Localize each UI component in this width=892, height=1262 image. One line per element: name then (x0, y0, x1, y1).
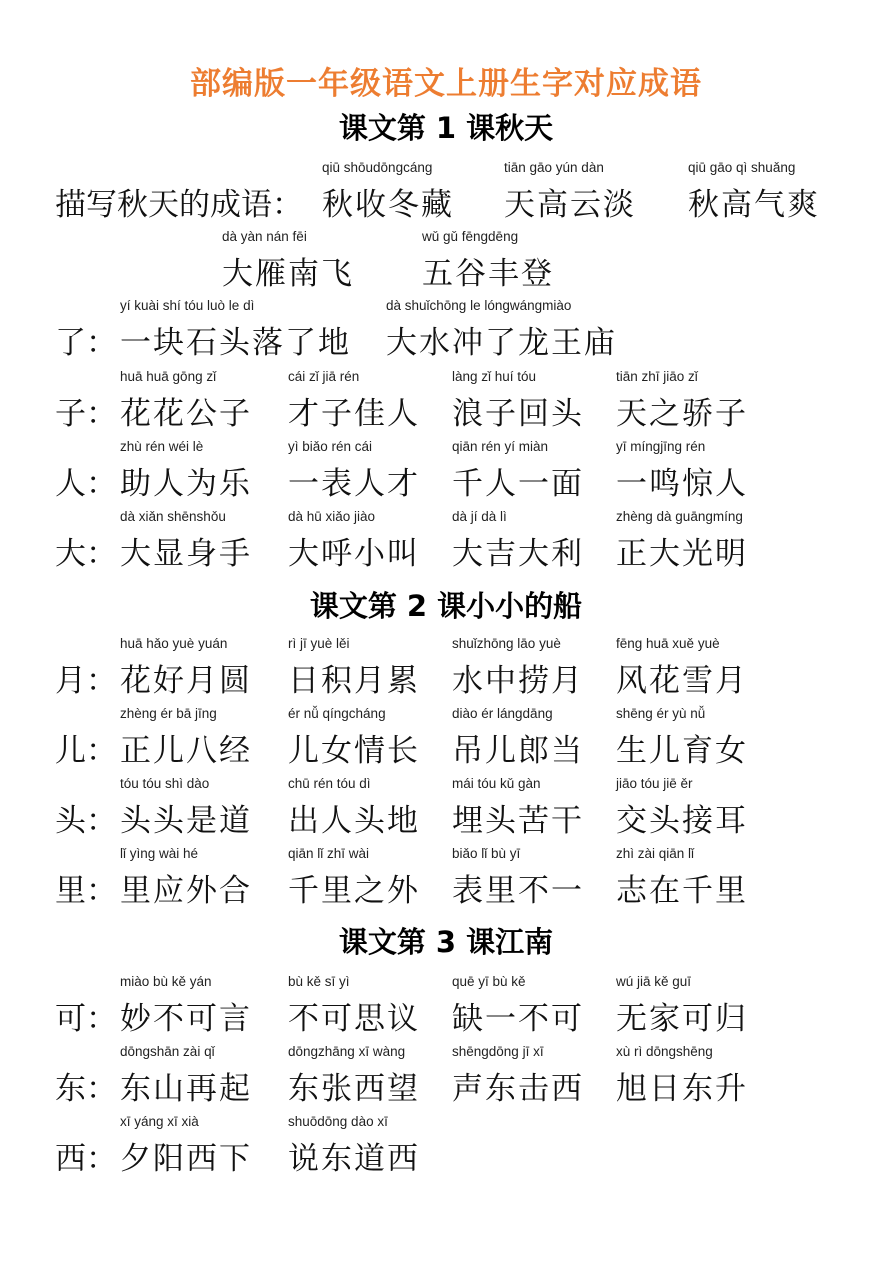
idiom-pinyin: biǎo lǐ bù yī (452, 846, 521, 861)
idiom-pinyin: chū rén tóu dì (288, 776, 371, 791)
idiom-characters: 天高云淡 (504, 187, 636, 223)
idiom-characters: 千里之外 (288, 873, 420, 909)
idiom-characters: 花花公子 (120, 396, 252, 432)
idiom-pinyin: lǐ yìng wài hé (120, 846, 199, 861)
idiom-row (0, 636, 892, 700)
idiom-characters: 花好月圆 (120, 663, 252, 699)
idiom-pinyin: fēng huā xuě yuè (616, 636, 720, 651)
idiom-pinyin: dà shuǐchōng le lóngwángmiào (386, 298, 572, 313)
idiom-characters: 风花雪月 (616, 663, 748, 699)
idiom (616, 1044, 748, 1108)
idiom-row (0, 706, 892, 770)
idiom-characters: 生儿育女 (616, 733, 748, 769)
idiom-characters: 秋高气爽 (688, 187, 820, 223)
idiom (616, 369, 748, 433)
idiom-pinyin: dōngzhāng xī wàng (288, 1044, 406, 1059)
idiom-characters: 表里不一 (452, 873, 584, 909)
row-character-label: 里： (55, 873, 117, 909)
idiom (288, 439, 420, 503)
idiom-pinyin: shuǐzhōng lāo yuè (452, 636, 561, 651)
row-character-label: 西： (55, 1141, 117, 1177)
idiom-characters: 秋收冬藏 (322, 187, 454, 223)
idiom-characters: 缺一不可 (452, 1001, 584, 1037)
idiom-pinyin: tiān zhī jiāo zǐ (616, 369, 698, 384)
idiom-pinyin: yí kuài shí tóu luò le dì (120, 298, 255, 313)
idiom (422, 229, 554, 293)
idiom (452, 776, 584, 840)
idiom-characters: 正儿八经 (120, 733, 252, 769)
row-character-label: 可： (55, 1001, 117, 1037)
idiom-row (0, 974, 892, 1038)
idiom-characters: 志在千里 (616, 873, 748, 909)
row-character-label: 人： (55, 466, 117, 502)
idiom-characters: 一块石头落了地 (120, 325, 351, 361)
row-character-label: 东： (55, 1071, 117, 1107)
idiom (616, 439, 748, 503)
idiom-characters: 一鸣惊人 (616, 466, 748, 502)
idiom-pinyin: xī yáng xī xià (120, 1114, 199, 1129)
idiom-pinyin: qiān lǐ zhī wài (288, 846, 370, 861)
idiom (120, 509, 252, 573)
idiom-pinyin: diào ér lángdāng (452, 706, 553, 721)
idiom-pinyin: yī míngjīng rén (616, 439, 706, 454)
idiom (120, 1044, 252, 1108)
idiom-pinyin: zhèng dà guāngmíng (616, 509, 743, 524)
idiom-pinyin: huā huā gōng zǐ (120, 369, 217, 384)
idiom-pinyin: qiū gāo qì shuǎng (688, 160, 796, 175)
idiom (688, 160, 820, 224)
idiom (452, 1044, 584, 1108)
idiom-pinyin: dà jí dà lì (452, 509, 507, 524)
idiom-characters: 吊儿郎当 (452, 733, 584, 769)
idiom (222, 229, 354, 293)
document-title: 部编版一年级语文上册生字对应成语 (190, 66, 702, 102)
idiom-pinyin: shuōdōng dào xī (288, 1114, 388, 1129)
idiom-pinyin: xù rì dōngshēng (616, 1044, 713, 1059)
idiom-characters: 助人为乐 (120, 466, 252, 502)
idiom-row (0, 776, 892, 840)
idiom-pinyin: yì biǎo rén cái (288, 439, 373, 454)
idiom-characters: 水中捞月 (452, 663, 584, 699)
idiom (452, 636, 584, 700)
idiom (120, 369, 252, 433)
idiom (504, 160, 636, 224)
idiom-characters: 不可思议 (288, 1001, 420, 1037)
idiom (452, 509, 584, 573)
idiom-pinyin: mái tóu kǔ gàn (452, 776, 541, 791)
idiom-pinyin: qiān rén yí miàn (452, 439, 549, 454)
idiom (616, 846, 748, 910)
idiom-pinyin: wǔ gǔ fēngdēng (422, 229, 519, 244)
idiom (120, 706, 252, 770)
idiom-characters: 头头是道 (120, 803, 252, 839)
idiom (452, 974, 584, 1038)
idiom (120, 298, 351, 362)
idiom-row (0, 1044, 892, 1108)
idiom-pinyin: tiān gāo yún dàn (504, 160, 604, 175)
idiom (288, 776, 420, 840)
idiom-characters: 夕阳西下 (120, 1141, 252, 1177)
idiom (288, 1114, 420, 1178)
idiom-pinyin: quē yī bù kě (452, 974, 526, 989)
idiom (288, 974, 420, 1038)
idiom-characters: 里应外合 (120, 873, 252, 909)
idiom (616, 509, 748, 573)
idiom-row (0, 1114, 892, 1178)
idiom-characters: 千人一面 (452, 466, 584, 502)
idiom (322, 160, 454, 224)
idiom-characters: 正大光明 (616, 536, 748, 572)
idiom (288, 846, 420, 910)
idiom-row (0, 298, 892, 362)
idiom-row (0, 439, 892, 503)
idiom-pinyin: dōngshān zài qǐ (120, 1044, 215, 1059)
idiom-pinyin: dà xiǎn shēnshǒu (120, 509, 226, 524)
idiom-characters: 一表人才 (288, 466, 420, 502)
idiom-pinyin: dà yàn nán fēi (222, 229, 307, 244)
idiom (452, 439, 584, 503)
idiom (120, 636, 252, 700)
idiom-pinyin: jiāo tóu jiē ěr (616, 776, 693, 791)
lesson-heading: 课文第 1 课秋天 (338, 111, 554, 145)
idiom (452, 846, 584, 910)
idiom-characters: 儿女情长 (288, 733, 420, 769)
idiom-characters: 东张西望 (288, 1071, 420, 1107)
idiom (120, 846, 252, 910)
idiom (386, 298, 617, 362)
idiom-pinyin: làng zǐ huí tóu (452, 369, 537, 384)
idiom-characters: 说东道西 (288, 1141, 420, 1177)
idiom (452, 369, 584, 433)
idiom (288, 1044, 420, 1108)
idiom-characters: 旭日东升 (616, 1071, 748, 1107)
idiom-pinyin: bù kě sī yì (288, 974, 350, 989)
lesson-heading: 课文第 2 课小小的船 (309, 589, 583, 623)
idiom-characters: 大雁南飞 (222, 256, 354, 292)
idiom-pinyin: huā hǎo yuè yuán (120, 636, 228, 651)
idiom-characters: 才子佳人 (288, 396, 420, 432)
idiom (452, 706, 584, 770)
idiom-characters: 五谷丰登 (422, 256, 554, 292)
idiom-pinyin: qiū shōudōngcáng (322, 160, 433, 175)
idiom (120, 974, 252, 1038)
idiom-row (0, 509, 892, 573)
idiom-row (0, 229, 892, 293)
idiom (120, 1114, 252, 1178)
idiom-pinyin: miào bù kě yán (120, 974, 212, 989)
idiom-characters: 东山再起 (120, 1071, 252, 1107)
idiom-characters: 交头接耳 (616, 803, 748, 839)
row-character-label: 了： (55, 325, 117, 361)
row-character-label: 头： (55, 803, 117, 839)
idiom (616, 974, 748, 1038)
idiom-pinyin: tóu tóu shì dào (120, 776, 210, 791)
idiom-pinyin: cái zǐ jiā rén (288, 369, 360, 384)
idiom-row (0, 846, 892, 910)
idiom (288, 636, 420, 700)
row-character-label: 月： (55, 663, 117, 699)
idiom-pinyin: zhèng ér bā jīng (120, 706, 217, 721)
idiom (616, 636, 748, 700)
idiom-pinyin: zhì zài qiān lǐ (616, 846, 695, 861)
idiom (616, 706, 748, 770)
idiom-characters: 大吉大利 (452, 536, 584, 572)
idiom-pinyin: rì jī yuè lěi (288, 636, 350, 651)
idiom-characters: 埋头苦干 (452, 803, 584, 839)
idiom (288, 509, 420, 573)
idiom-row (0, 160, 892, 224)
idiom (120, 776, 252, 840)
idiom-pinyin: shēng ér yù nǚ (616, 706, 706, 721)
idiom (120, 439, 252, 503)
idiom-characters: 声东击西 (452, 1071, 584, 1107)
idiom-pinyin: shēngdōng jī xī (452, 1044, 544, 1059)
idiom-characters: 无家可归 (616, 1001, 748, 1037)
idiom-pinyin: wú jiā kě guī (616, 974, 692, 989)
idiom-characters: 浪子回头 (452, 396, 584, 432)
idiom-characters: 大呼小叫 (288, 536, 420, 572)
idiom (288, 706, 420, 770)
idiom-characters: 妙不可言 (120, 1001, 252, 1037)
idiom-pinyin: zhù rén wéi lè (120, 439, 204, 454)
idiom-characters: 天之骄子 (616, 396, 748, 432)
idiom-characters: 大水冲了龙王庙 (386, 325, 617, 361)
idiom-characters: 出人头地 (288, 803, 420, 839)
idiom-row (0, 369, 892, 433)
idiom-pinyin: dà hū xiǎo jiào (288, 509, 376, 524)
row-character-label: 大： (55, 536, 117, 572)
row-character-label: 儿： (55, 733, 117, 769)
idiom-characters: 日积月累 (288, 663, 420, 699)
row-character-label: 子： (55, 396, 117, 432)
lesson-heading: 课文第 3 课江南 (338, 925, 554, 959)
idiom (288, 369, 420, 433)
idiom-characters: 大显身手 (120, 536, 252, 572)
idiom-pinyin: ér nǚ qíngcháng (288, 706, 386, 721)
row-character-label: 描写秋天的成语： (55, 187, 303, 223)
idiom (616, 776, 748, 840)
